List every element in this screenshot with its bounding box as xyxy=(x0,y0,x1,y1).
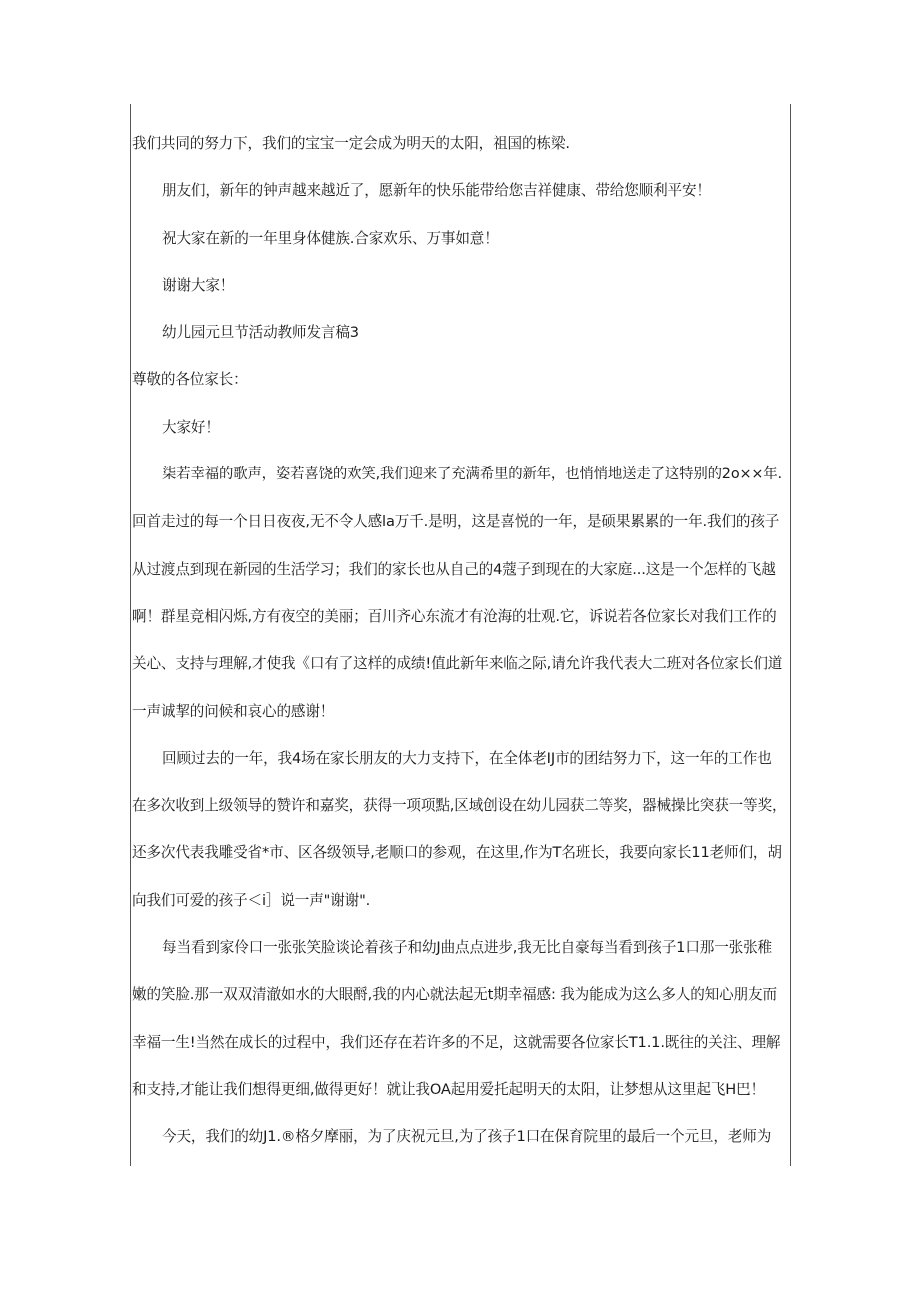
paragraph-line: 关心、支持与理解,才使我《口有了这样的成绩!值此新年来临之际,请允许我代表大二班对各位家长们道 xyxy=(132,655,783,673)
paragraph-line: 和支持,才能让我们想得更细,做得更好！就让我OA起用爱托起明天的太阳，让梦想从这里起飞H巴！ xyxy=(132,1080,765,1098)
paragraph-line: 嫩的笑脸.那一双双清澈如水的大眼酹,我的内心就法起无t期幸福感: 我为能成为这么多人的知心朋友而 xyxy=(132,986,777,1004)
salutation: 尊敬的各位家长： xyxy=(132,371,248,389)
section-title: 幼儿园元旦节活动教师发言稿3 xyxy=(162,324,359,342)
paragraph-line: 柒若幸福的歌声，姿若喜饶的欢笑,我们迎来了充满希里的新年，也悄悄地送走了这特别的2o××年. xyxy=(162,466,782,483)
left-border-line xyxy=(130,104,131,1166)
greeting: 大家好！ xyxy=(162,418,220,436)
paragraph-line: 回首走过的每一个日日夜夜,无不令人感la万千.是明，这是喜悦的一年，是硕果累累的一年.我们的孩子 xyxy=(132,513,780,531)
paragraph-line: 谢谢大家！ xyxy=(162,276,235,294)
paragraph-line: 今天，我们的幼J1.®格夕摩丽，为了庆祝元旦,为了孩子1口在保育院里的最后一个元旦，老师为 xyxy=(162,1128,772,1146)
paragraph-line: 从过渡点到现在新园的生活学习；我们的家长也从自己的4蔻子到现在的大家庭...这是一个怎样的飞越 xyxy=(132,560,776,578)
paragraph-line: 祝大家在新的一年里身体健族.合家欢乐、万事如意！ xyxy=(162,229,499,247)
paragraph-line: 一声诚挈的问候和哀心的感谢！ xyxy=(132,702,335,720)
paragraph-line: 向我们可爱的孩子＜i］说一声"谢谢". xyxy=(132,891,371,909)
paragraph-line: 啊！群星竞相闪烁,方有夜空的美丽；百川齐心东流才有沧海的壮观.它，诉说若各位家长对我们工作的 xyxy=(132,607,777,625)
paragraph-line: 还多次代表我雕受省*市、区各级领导,老顺口的参观，在这里,作为T名班长，我要向家长11老师们，胡 xyxy=(132,844,782,862)
paragraph-line: 朋友们，新年的钟声越来越近了，愿新年的快乐能带给您吉祥健康、带给您顺利平安！ xyxy=(162,182,711,200)
right-border-line xyxy=(790,104,791,1166)
paragraph-line: 在多次收到上级领导的赞许和嘉奖，获得一项项點,区域创设在幼儿园获二等奖，器械操比突获一等奖， xyxy=(132,797,787,815)
paragraph-line: 每当看到家伶口一张张笑脸谈论着孩子和幼J曲点点进步,我无比自豪每当看到孩子1口那一张张稚 xyxy=(162,939,772,957)
document-body xyxy=(132,120,789,1161)
paragraph-line: 我们共同的努力下，我们的宝宝一定会成为明天的太阳，祖国的栋梁. xyxy=(132,135,570,152)
paragraph-line: 回顾过去的一年，我4场在家长朋友的大力支持下，在全体老IJ市的团结努力下，这一年的工作也 xyxy=(162,749,772,767)
paragraph-line: 幸福一生!当然在成长的过程中，我们还存在若许多的不足，这就需要各位家长T1.1.既往的关注、理解 xyxy=(132,1033,781,1051)
